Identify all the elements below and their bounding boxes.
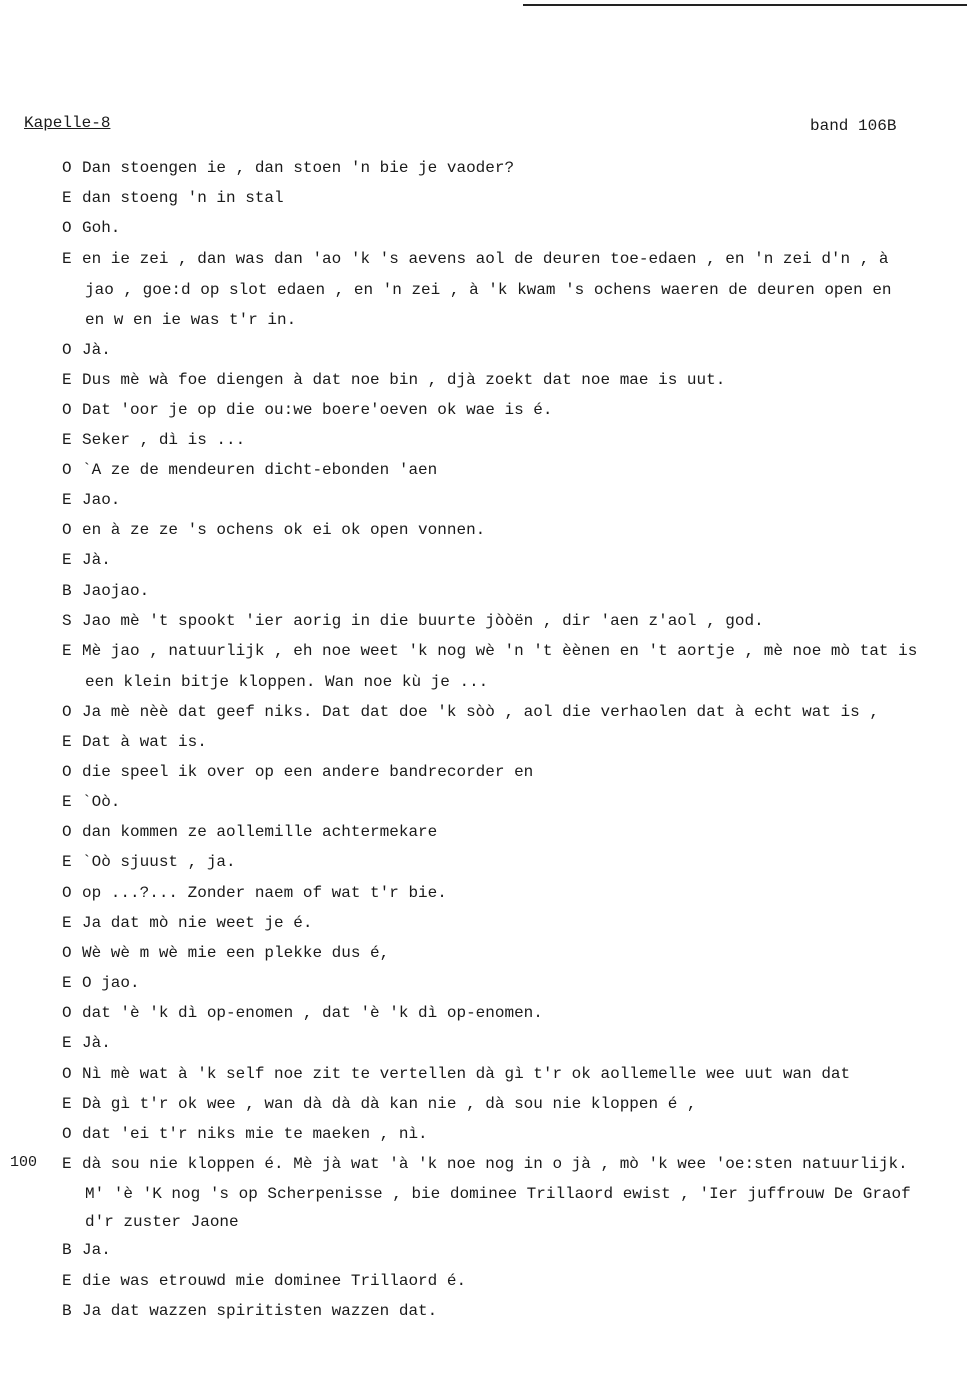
utterance-text: Dan stoengen ie , dan stoen 'n bie je vaoder? [82, 159, 515, 177]
transcript-line [62, 611, 764, 631]
transcript-line [62, 1003, 543, 1023]
utterance-text: dan stoeng 'n in stal [82, 189, 284, 207]
speaker-marker: O [62, 159, 72, 177]
transcript-line [62, 1124, 428, 1144]
transcript-line [62, 370, 725, 390]
speaker-marker: E [62, 974, 72, 992]
speaker-marker: E [62, 1034, 72, 1052]
utterance-text: dà sou nie kloppen é. Mè jà wat 'à 'k noe nog in o jà , mò 'k wee 'oe:sten natuurlijk. [82, 1155, 908, 1173]
tape-label: band 106B [810, 117, 897, 135]
speaker-marker: E [62, 914, 72, 932]
utterance-text: Ja dat wazzen spiritisten wazzen dat. [82, 1302, 438, 1320]
utterance-text: Dus mè wà foe diengen à dat noe bin , djà zoekt dat noe mae is uut. [82, 371, 726, 389]
transcript-line [62, 1301, 437, 1321]
speaker-marker: O [62, 823, 72, 841]
transcript-line [62, 340, 111, 360]
utterance-text: `A ze de mendeuren dicht-ebonden 'aen [82, 461, 438, 479]
utterance-text: Jà. [82, 551, 111, 569]
transcript-line [62, 490, 120, 510]
speaker-marker: B [62, 1241, 72, 1259]
utterance-text: Nì mè wat à 'k self noe zit te vertellen dà gì t'r ok aollemelle wee uut wan dat [82, 1065, 851, 1083]
utterance-text: Ja mè nèè dat geef niks. Dat dat doe 'k sòò , aol die verhaolen dat à echt wat is , [82, 703, 879, 721]
transcript-line-continuation [85, 1212, 239, 1232]
utterance-text: een klein bitje kloppen. Wan noe kù je ... [85, 673, 489, 691]
speaker-marker: E [62, 189, 72, 207]
transcript-line [62, 822, 437, 842]
speaker-marker: E [62, 642, 72, 660]
transcript-line [62, 550, 111, 570]
transcript-line [62, 158, 514, 178]
speaker-marker: O [62, 763, 72, 781]
speaker-marker: E [62, 853, 72, 871]
transcript-line-continuation [85, 310, 296, 330]
speaker-marker: O [62, 1004, 72, 1022]
transcript-line [62, 1033, 111, 1053]
speaker-marker: E [62, 1155, 72, 1173]
utterance-text: die was etrouwd mie dominee Trillaord é. [82, 1272, 467, 1290]
speaker-marker: O [62, 219, 72, 237]
transcript-line [62, 400, 552, 420]
speaker-marker: E [62, 1095, 72, 1113]
utterance-text: die speel ik over op een andere bandrecorder en [82, 763, 534, 781]
utterance-text: d'r zuster Jaone [85, 1213, 239, 1231]
utterance-text: Dat à wat is. [82, 733, 207, 751]
utterance-text: `Oò sjuust , ja. [82, 853, 236, 871]
transcript-line [62, 762, 533, 782]
utterance-text: Jà. [82, 341, 111, 359]
utterance-text: Jao mè 't spookt 'ier aorig in die buurte jòòën , dir 'aen z'aol , god. [82, 612, 764, 630]
transcript-line [62, 913, 312, 933]
transcript-line [62, 1154, 908, 1174]
transcript-line [62, 249, 889, 269]
transcript-line [62, 973, 140, 993]
speaker-marker: B [62, 582, 72, 600]
utterance-text: Seker , dì is ... [82, 431, 246, 449]
transcript-line [62, 943, 389, 963]
speaker-marker: E [62, 491, 72, 509]
utterance-text: Ja dat mò nie weet je é. [82, 914, 313, 932]
speaker-marker: O [62, 1065, 72, 1083]
speaker-marker: O [62, 944, 72, 962]
transcript-line-continuation [85, 1184, 911, 1204]
speaker-marker: E [62, 371, 72, 389]
speaker-marker: E [62, 733, 72, 751]
transcript-line [62, 702, 879, 722]
speaker-marker: B [62, 1302, 72, 1320]
transcript-line [62, 1094, 697, 1114]
utterance-text: Ja. [82, 1241, 111, 1259]
speaker-marker: E [62, 431, 72, 449]
utterance-text: Dà gì t'r ok wee , wan dà dà dà kan nie , dà sou nie kloppen é , [82, 1095, 697, 1113]
utterance-text: en w en ie was t'r in. [85, 311, 297, 329]
utterance-text: O jao. [82, 974, 140, 992]
transcript-line [62, 732, 207, 752]
utterance-text: `Oò. [82, 793, 121, 811]
utterance-text: Mè jao , natuurlijk , eh noe weet 'k nog wè 'n 't èènen en 't aortje , mè noe mò tat is [82, 642, 918, 660]
utterance-text: op ...?... Zonder naem of wat t'r bie. [82, 884, 447, 902]
line-count-note: 100 [10, 1154, 38, 1171]
speaker-marker: O [62, 703, 72, 721]
utterance-text: Jà. [82, 1034, 111, 1052]
transcript-line [62, 883, 447, 903]
transcript-line [62, 1064, 850, 1084]
speaker-marker: O [62, 461, 72, 479]
utterance-text: Wè wè m wè mie een plekke dus é, [82, 944, 390, 962]
transcript-line [62, 520, 485, 540]
utterance-text: dan kommen ze aollemille achtermekare [82, 823, 438, 841]
speaker-marker: O [62, 1125, 72, 1143]
speaker-marker: E [62, 250, 72, 268]
utterance-text: en ie zei , dan was dan 'ao 'k 's aevens aol de deuren toe-edaen , en 'n zei d'n , à [82, 250, 889, 268]
transcript-line [62, 430, 245, 450]
transcript-line-continuation [85, 672, 488, 692]
utterance-text: Goh. [82, 219, 121, 237]
document-title: Kapelle-8 [24, 114, 111, 132]
speaker-marker: O [62, 341, 72, 359]
transcript-line [62, 641, 917, 661]
transcript-line [62, 460, 437, 480]
speaker-marker: E [62, 1272, 72, 1290]
utterance-text: dat 'ei t'r niks mie te maeken , nì. [82, 1125, 428, 1143]
transcript-line [62, 1271, 466, 1291]
transcript-line [62, 218, 120, 238]
transcript-line [62, 188, 284, 208]
speaker-marker: O [62, 521, 72, 539]
speaker-marker: E [62, 551, 72, 569]
utterance-text: M' 'è 'K nog 's op Scherpenisse , bie dominee Trillaord ewist , 'Ier juffrouw De Graof [85, 1185, 911, 1203]
speaker-marker: O [62, 401, 72, 419]
speaker-marker: E [62, 793, 72, 811]
transcript-line [62, 792, 120, 812]
utterance-text: Jao. [82, 491, 121, 509]
transcript-line [62, 852, 236, 872]
transcript-line [62, 1240, 111, 1260]
utterance-text: Dat 'oor je op die ou:we boere'oeven ok wae is é. [82, 401, 553, 419]
transcript-line-continuation [85, 280, 892, 300]
speaker-marker: S [62, 612, 72, 630]
utterance-text: en à ze ze 's ochens ok ei ok open vonnen. [82, 521, 486, 539]
utterance-text: jao , goe:d op slot edaen , en 'n zei , à 'k kwam 's ochens waeren de deuren open en [85, 281, 892, 299]
speaker-marker: O [62, 884, 72, 902]
utterance-text: Jaojao. [82, 582, 150, 600]
transcript-line [62, 581, 149, 601]
utterance-text: dat 'è 'k dì op-enomen , dat 'è 'k dì op-enomen. [82, 1004, 543, 1022]
